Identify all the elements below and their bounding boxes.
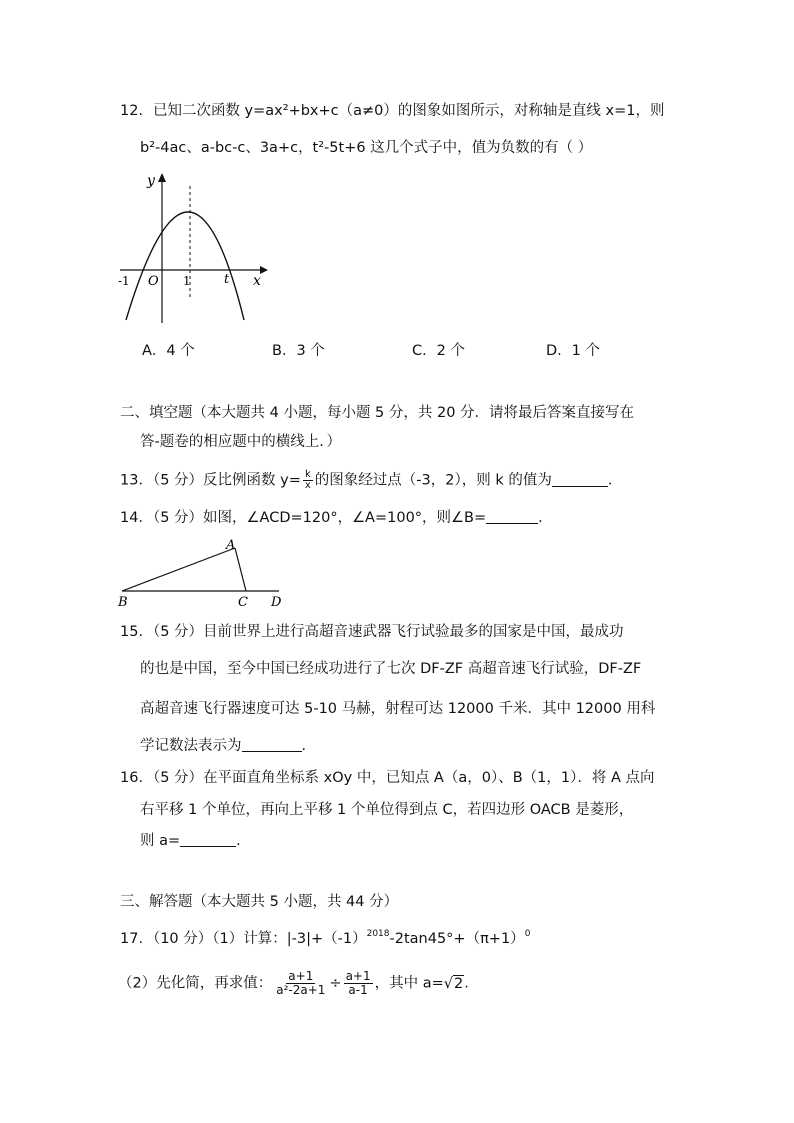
q17-part1	[120, 929, 530, 949]
q17-exp2: 0	[524, 929, 531, 940]
y-axis-label: y	[147, 173, 155, 189]
parabola-graph	[112, 168, 272, 330]
triangle-figure	[114, 536, 294, 610]
line-ac	[235, 548, 246, 591]
q15-line4-wrap	[140, 736, 316, 756]
point-c-label: C	[238, 595, 248, 610]
q17-div: ÷	[329, 975, 342, 992]
q13-line	[120, 470, 622, 491]
q17-sqrt-arg: 2	[454, 975, 464, 992]
x-axis-arrow	[260, 266, 268, 274]
one-label: 1	[183, 274, 191, 288]
point-a-label: A	[226, 538, 236, 553]
q15-line3: 高超音速飞行器速度可达 5-10 马赫，射程可达 12000 千米．其中 12000 用科	[140, 701, 656, 717]
q16-line3: 则 a=	[140, 833, 181, 849]
q17-part1-mid2: -2tan45°+（π+1）	[389, 931, 525, 947]
q17-part1-prefix: 17．（10 分）（1）计算：	[120, 931, 287, 947]
q13-prefix: 13．（5 分）反比例函数 y=	[120, 472, 301, 489]
q17-part2-prefix: （2）先化简，再求值：	[118, 975, 273, 992]
q16-answer-blank	[180, 832, 236, 847]
x-axis-label: x	[253, 273, 261, 289]
q15-line4: 学记数法表示为	[140, 738, 242, 754]
q17-abs: |-3|	[286, 931, 311, 947]
q17-frac2-den: a-1	[348, 983, 368, 997]
point-d-label: D	[271, 595, 282, 610]
neg1-label: -1	[118, 274, 130, 288]
parabola-curve	[126, 212, 244, 320]
q14-answer-blank	[486, 509, 538, 524]
origin-label: O	[148, 274, 159, 289]
q17-sqrt: √2	[443, 975, 464, 992]
y-axis-arrow	[158, 173, 166, 182]
point-b-label: B	[118, 595, 128, 610]
q13-frac-num: k	[304, 469, 311, 480]
q16-line3-wrap	[140, 831, 251, 851]
q13-end: ．	[607, 472, 623, 489]
q17-part1-mid: +（-1）	[310, 931, 367, 947]
q12-line2: b²-4ac、a-bc-c、3a+c，t²-5t+6 这几个式子中，值为负数的有（ ）	[140, 140, 593, 156]
choice-d: D．1 个	[546, 343, 600, 359]
q16-line1: 16．（5 分）在平面直角坐标系 xOy 中，已知点 A（a，0）、B（1，1）．将 A 点向	[120, 770, 655, 786]
q17-part2-mid: ，其中 a=	[374, 975, 444, 992]
section2-line1: 二、填空题（本大题共 4 小题，每小题 5 分，共 20 分．请将最后答案直接写在	[120, 405, 635, 421]
q17-frac1-num: a+1	[288, 969, 314, 983]
q13-fraction	[303, 470, 313, 491]
q13-suffix: 的图象经过点（-3，2），则 k 的值为	[314, 472, 552, 489]
q17-frac1-den: a²-2a+1	[276, 983, 326, 997]
q13-answer-blank	[552, 472, 608, 487]
t-label: t	[224, 272, 230, 287]
line-ba	[122, 548, 235, 591]
q17-part2	[118, 970, 469, 997]
q14-end: ．	[538, 510, 553, 526]
section2-line2: 答-题卷的相应题中的横线上．）	[140, 434, 341, 450]
choice-c: C．2 个	[412, 343, 465, 359]
q15-end: ．	[301, 738, 316, 754]
q15-line1: 15．（5 分）目前世界上进行高超音速武器飞行试验最多的国家是中国，最成功	[120, 624, 624, 640]
q17-frac2-num: a+1	[345, 969, 371, 983]
q17-fraction-2	[344, 970, 373, 997]
q14-line	[120, 508, 553, 528]
q13-frac-den: x	[304, 480, 311, 491]
q17-end: .	[464, 975, 469, 992]
q14-text: 14．（5 分）如图，∠ACD=120°，∠A=100°，则∠B=	[120, 510, 487, 526]
choice-a: A．4 个	[142, 343, 195, 359]
q15-line2: 的也是中国，至今中国已经成功进行了七次 DF-ZF 高超音速飞行试验，DF-ZF	[140, 661, 642, 677]
q17-fraction-1	[274, 970, 327, 997]
choice-b: B．3 个	[272, 343, 325, 359]
q12-line1: 12．已知二次函数 y=ax²+bx+c（a≠0）的图象如图所示，对称轴是直线 x=1，则	[120, 103, 665, 119]
q16-end: ．	[236, 833, 251, 849]
q15-answer-blank	[242, 737, 302, 752]
q16-line2: 右平移 1 个单位，再向上平移 1 个单位得到点 C，若四边形 OACB 是菱形，	[140, 802, 634, 818]
section3-line1: 三、解答题（本大题共 5 小题，共 44 分）	[120, 894, 399, 910]
q17-exp1: 2018	[366, 929, 390, 940]
